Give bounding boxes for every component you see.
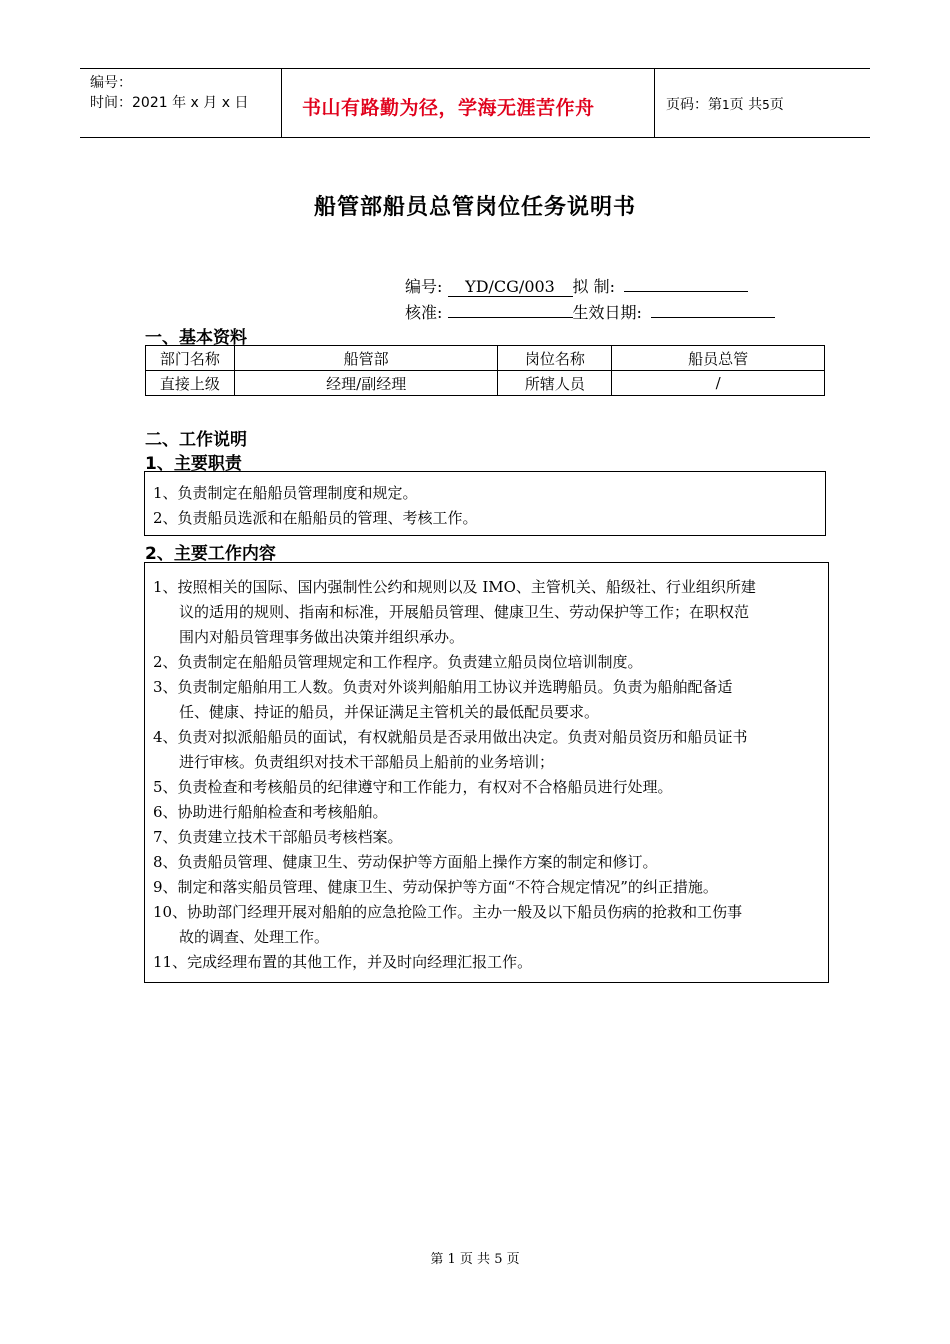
doc-time-label: 时间：2021 年 x 月 x 日 — [90, 95, 249, 111]
list-item-line: 任、健康、持证的船员，并保证满足主管机关的最低配员要求。 — [179, 703, 600, 721]
list-item-line: 10、协助部门经理开展对船舶的应急抢险工作。主办一般及以下船员伤病的抢救和工伤事 — [153, 903, 743, 921]
section-work-desc-heading: 二、工作说明 — [145, 430, 247, 450]
list-item — [153, 650, 828, 675]
basic-info-table — [145, 345, 825, 396]
list-item — [153, 875, 828, 900]
page-current: 1 — [722, 98, 730, 112]
header-page-info — [666, 94, 784, 114]
list-item — [153, 950, 828, 975]
duties-box — [144, 471, 826, 536]
list-item-line: 3、负责制定船舶用工人数。负责对外谈判船舶用工协议并选聘船员。负责为船舶配备适 — [153, 678, 733, 696]
list-item-line: 围内对船员管理事务做出决策并组织承办。 — [179, 628, 465, 646]
code-label: 编号: — [405, 277, 443, 296]
list-item-line: 议的适用的规则、指南和标准，开展船员管理、健康卫生、劳动保护等工作；在职权范 — [179, 603, 750, 621]
table-row — [146, 346, 825, 371]
approve-label: 核准: — [405, 303, 443, 322]
list-item — [153, 725, 828, 775]
list-item-line: 5、负责检查和考核船员的纪律遵守和工作能力，有权对不合格船员进行处理。 — [153, 778, 673, 796]
list-item — [153, 675, 828, 725]
page-suffix: 页 — [769, 97, 784, 113]
list-item-line: 11、完成经理布置的其他工作，并及时向经理汇报工作。 — [153, 953, 533, 971]
page-total: 5 — [762, 98, 770, 112]
meta-row-1 — [405, 273, 748, 297]
list-item-line: 8、负责船员管理、健康卫生、劳动保护等方面船上操作方案的制定和修订。 — [153, 853, 658, 871]
list-item-line: 6、协助进行船舶检查和考核船舶。 — [153, 803, 388, 821]
table-cell: 部门名称 — [146, 346, 235, 371]
header-left — [90, 73, 248, 113]
table-cell: 经理/副经理 — [234, 371, 498, 396]
work-content-box — [144, 562, 829, 983]
list-item-line: 1、按照相关的国际、国内强制性公约和规则以及 IMO、主管机关、船级社、行业组织所建 — [153, 578, 756, 596]
document-title: 船管部船员总管岗位任务说明书 — [313, 195, 636, 220]
motto-text: 书山有路勤为径，学海无涯苦作舟 — [302, 97, 595, 119]
table-cell: 船员总管 — [612, 346, 825, 371]
list-item — [153, 800, 828, 825]
page-prefix: 页码：第 — [666, 97, 722, 113]
table-row — [146, 371, 825, 396]
page-mid: 页 共 — [729, 97, 763, 113]
list-item-line: 4、负责对拟派船船员的面试，有权就船员是否录用做出决定。负责对船员资历和船员证书 — [153, 728, 748, 746]
table-cell: 所辖人员 — [498, 371, 612, 396]
table-cell: 直接上级 — [146, 371, 235, 396]
doc-number-label: 编号： — [90, 75, 132, 91]
table-cell: 船管部 — [234, 346, 498, 371]
draft-label: 拟 制: — [572, 277, 615, 296]
page-footer: 第 1 页 共 5 页 — [430, 1252, 520, 1267]
list-item — [153, 825, 828, 850]
list-item — [153, 575, 828, 650]
header-motto-cell — [281, 69, 655, 137]
page-header — [80, 68, 870, 138]
draft-value — [624, 273, 748, 292]
list-item — [153, 850, 828, 875]
work-content-heading: 2、主要工作内容 — [145, 544, 276, 564]
list-item — [153, 775, 828, 800]
section-basic-info-heading: 一、基本资料 — [145, 328, 247, 348]
list-item — [153, 900, 828, 950]
list-item-line: 进行审核。负责组织对技术干部船员上船前的业务培训； — [179, 753, 555, 771]
list-item-line: 7、负责建立技术干部船员考核档案。 — [153, 828, 403, 846]
effective-value — [651, 299, 775, 318]
list-item: 2、负责船员选派和在船船员的管理、考核工作。 — [153, 509, 478, 527]
duties-heading: 1、主要职责 — [145, 454, 242, 474]
list-item-line: 9、制定和落实船员管理、健康卫生、劳动保护等方面“不符合规定情况”的纠正措施。 — [153, 878, 718, 896]
code-value: YD/CG/003 — [448, 278, 573, 297]
meta-row-2 — [405, 299, 775, 323]
list-item-line: 故的调查、处理工作。 — [179, 928, 330, 946]
list-item: 1、负责制定在船船员管理制度和规定。 — [153, 484, 418, 502]
table-cell: / — [612, 371, 825, 396]
table-cell: 岗位名称 — [498, 346, 612, 371]
effective-label: 生效日期: — [572, 303, 642, 322]
approve-value — [448, 299, 573, 318]
list-item-line: 2、负责制定在船船员管理规定和工作程序。负责建立船员岗位培训制度。 — [153, 653, 643, 671]
